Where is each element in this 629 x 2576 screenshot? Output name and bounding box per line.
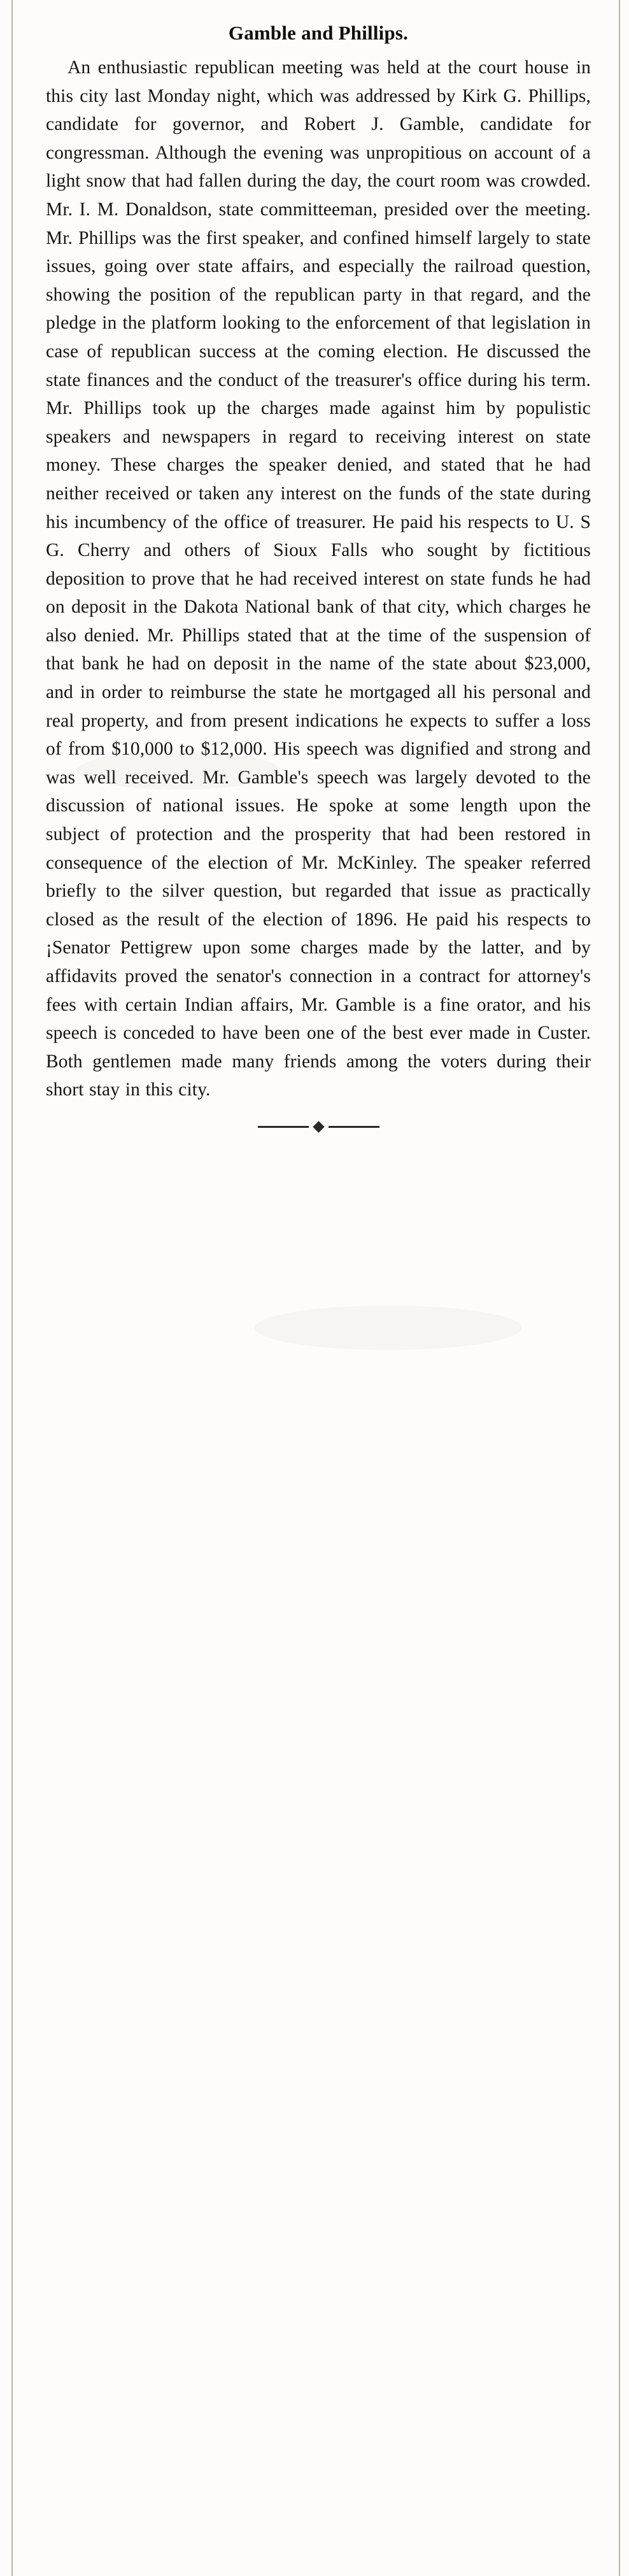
end-ornament (46, 1121, 591, 1135)
ornament-bar-right (329, 1126, 379, 1128)
column-rule-left (11, 0, 13, 2576)
ornament-bar-left (258, 1126, 309, 1128)
paper-smudge (255, 1306, 522, 1350)
article-text: An enthusiastic republican meeting was held at the court house in this city last Monday night, which was addressed by Kirk G. Phillips, candidate for governor, and Robert J. Gamble, candidate for congressman. Although the evening was unpropitious on account of a light snow that had fallen during the day, the court room was crowded. Mr. I. M. Donaldson, state committeeman, presided over the meeting. Mr. Phillips was the first speaker, and confined himself largely to state issues, going over state affairs, and especially the railroad question, showing the position of the republican party in that regard, and the pledge in the platform looking to the enforcement of that legislation in case of republican success at the coming election. He discussed the state finances and the conduct of the treasurer's office during his term. Mr. Phillips took up the charges made against him by populistic speakers and newspapers in regard to receiving interest on state money. These charges the speaker denied, and stated that he had neither received or taken any interest on the funds of the state during his incumbency of the office of treasurer. He paid his respects to U. S G. Cherry and others of Sioux Falls who sought by fictitious deposition to prove that he had received interest on state funds he had on deposit in the Dakota National bank of that city, which charges he also denied. Mr. Phillips stated that at the time of the suspension of that bank he had on deposit in the name of the state about $23,000, and in order to reimburse the state he mortgaged all his personal and real property, and from present indications he expects to suffer a loss of from $10,000 to $12,000. His speech was dignified and strong and was well received. Mr. Gamble's speech was largely devoted to the discussion of national issues. He spoke at some length upon the subject of protection and the prosperity that had been restored in consequence of the election of Mr. McKinley. The speaker referred briefly to the silver question, but regarded that issue as practically closed as the result of the election of 1896. He paid his respects to ¡Senator Pettigrew upon some charges made by the latter, and by affidavits proved the senator's connection in a contract for attorney's fees with certain Indian affairs, Mr. Gamble is a fine orator, and his speech is conceded to have been one of the best ever made in Custer. Both gentlemen made many friends among the voters during their short stay in this city. (46, 57, 591, 1100)
ornament-diamond-icon (313, 1121, 324, 1132)
article-body (46, 53, 591, 1104)
article-headline: Gamble and Phillips. (228, 22, 409, 44)
column-rule-right (619, 0, 620, 2576)
